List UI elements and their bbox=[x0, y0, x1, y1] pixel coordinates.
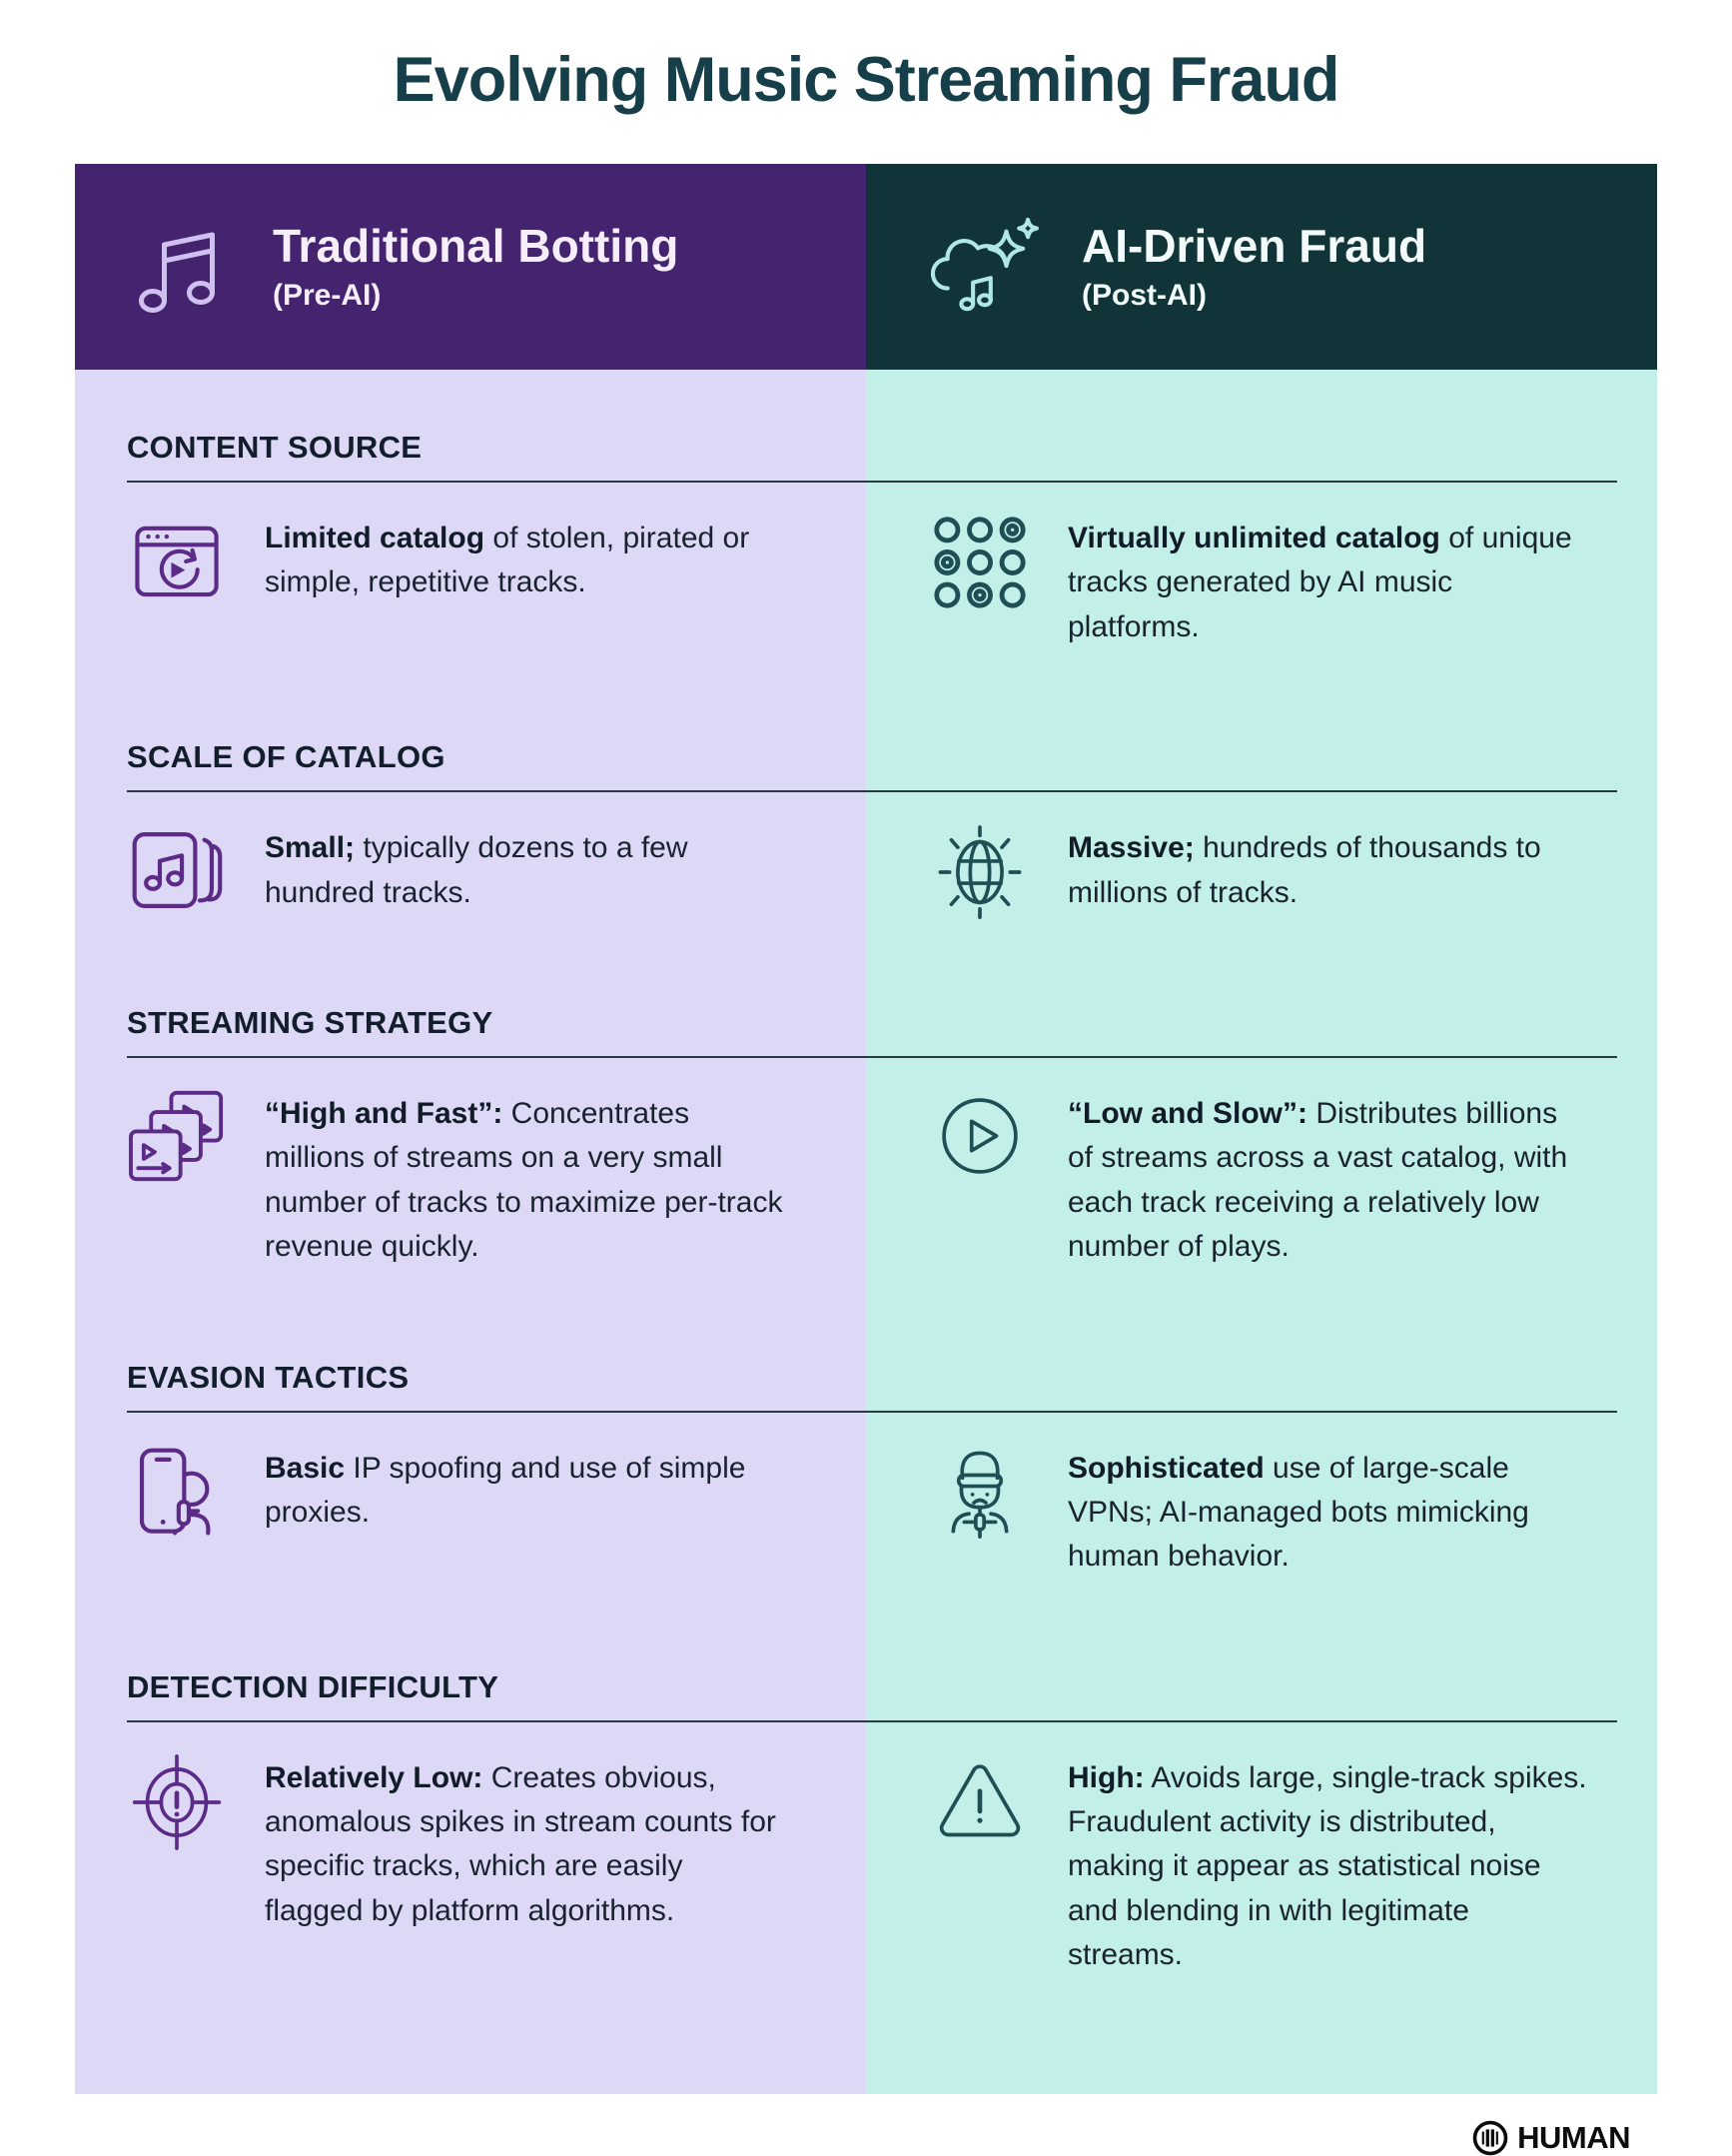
section-heading: EVASION TACTICS bbox=[127, 1360, 1617, 1413]
section-row bbox=[75, 483, 1657, 679]
cell-description bbox=[1068, 826, 1587, 915]
lead-text: “High and Fast”: bbox=[265, 1096, 503, 1130]
rest-text: Avoids large, single-track spikes. Fraudulent activity is distributed, making it appear as statistical noise and blending in with legitimate streams. bbox=[1068, 1760, 1587, 1972]
lead-text: Relatively Low: bbox=[265, 1760, 483, 1794]
cell-ai bbox=[866, 792, 1657, 945]
rest-text: of unique tracks generated by AI music platforms. bbox=[1068, 522, 1572, 643]
ai-cloud-sparkle-icon bbox=[922, 216, 1040, 318]
cell-description bbox=[265, 1092, 784, 1270]
music-note-icon bbox=[131, 217, 231, 317]
cell-ai bbox=[866, 483, 1657, 679]
cell-description bbox=[265, 1447, 784, 1536]
column-header-text bbox=[1082, 221, 1426, 313]
fraudster-icon bbox=[930, 1443, 1030, 1541]
section-heading: SCALE OF CATALOG bbox=[127, 739, 1617, 792]
circles-grid-icon bbox=[930, 513, 1030, 610]
section-content-source bbox=[75, 430, 1657, 679]
warning-triangle-icon bbox=[930, 1752, 1030, 1846]
cell-traditional bbox=[75, 483, 866, 679]
lead-text: “Low and Slow”: bbox=[1068, 1096, 1307, 1130]
target-alert-icon bbox=[127, 1752, 227, 1850]
stacked-tracks-icon bbox=[127, 822, 227, 916]
section-scale-of-catalog bbox=[75, 739, 1657, 945]
lead-text: Limited catalog bbox=[265, 522, 485, 554]
section-heading: DETECTION DIFFICULTY bbox=[127, 1669, 1617, 1722]
section-row bbox=[75, 792, 1657, 945]
lead-text: Small; bbox=[265, 831, 356, 865]
cell-description bbox=[265, 517, 784, 605]
column-subtitle: (Pre-AI) bbox=[273, 278, 382, 312]
section-heading: CONTENT SOURCE bbox=[127, 430, 1617, 483]
lead-text: Virtually unlimited catalog bbox=[1068, 522, 1440, 554]
brand-name: HUMAN bbox=[1517, 2119, 1630, 2155]
section-heading: STREAMING STRATEGY bbox=[127, 1005, 1617, 1058]
play-circle-icon bbox=[930, 1088, 1030, 1182]
cell-description bbox=[1068, 517, 1587, 649]
page-title: Evolving Music Streaming Fraud bbox=[393, 45, 1339, 115]
column-title: AI-Driven Fraud bbox=[1082, 220, 1427, 273]
column-title: Traditional Botting bbox=[273, 220, 679, 273]
rest-text: Creates obvious, anomalous spikes in stream counts for specific tracks, which are easily flagged by platform algorithms. bbox=[265, 1760, 776, 1927]
cell-description bbox=[265, 826, 784, 915]
cell-traditional bbox=[75, 792, 866, 945]
rest-text: IP spoofing and use of simple proxies. bbox=[265, 1451, 746, 1529]
section-row bbox=[75, 1413, 1657, 1610]
cell-description bbox=[1068, 1756, 1587, 1978]
lead-text: Basic bbox=[265, 1451, 346, 1485]
cell-description bbox=[1068, 1447, 1587, 1580]
cell-ai bbox=[866, 1058, 1657, 1300]
section-evasion-tactics bbox=[75, 1360, 1657, 1610]
globe-network-icon bbox=[930, 822, 1030, 920]
column-header-text bbox=[273, 221, 678, 313]
cell-ai bbox=[866, 1722, 1657, 2008]
phone-mask-icon bbox=[127, 1443, 227, 1541]
rest-text: Distributes billions of streams across a vast catalog, with each track receiving a relatively low number of plays. bbox=[1068, 1096, 1568, 1264]
rest-text: Concentrates millions of streams on a very small number of tracks to maximize per-track revenue quickly. bbox=[265, 1096, 783, 1264]
lead-text: Massive; bbox=[1068, 831, 1195, 865]
column-header-ai bbox=[866, 164, 1657, 370]
cell-traditional bbox=[75, 1413, 866, 1610]
cell-description bbox=[1068, 1092, 1587, 1270]
section-row bbox=[75, 1058, 1657, 1300]
section-streaming-strategy bbox=[75, 1005, 1657, 1300]
rest-text: use of large-scale VPNs; AI-managed bots mimicking human behavior. bbox=[1068, 1451, 1529, 1574]
column-subtitle: (Post-AI) bbox=[1082, 278, 1207, 312]
stacked-players-icon bbox=[127, 1088, 227, 1182]
rest-text: of stolen, pirated or simple, repetitive tracks. bbox=[265, 522, 750, 599]
cell-traditional bbox=[75, 1058, 866, 1300]
column-header-traditional bbox=[75, 164, 866, 370]
rest-text: typically dozens to a few hundred tracks. bbox=[265, 831, 688, 909]
cell-description bbox=[265, 1756, 784, 1934]
lead-text: Sophisticated bbox=[1068, 1451, 1265, 1485]
lead-text: High: bbox=[1068, 1760, 1145, 1794]
human-logo-icon bbox=[1472, 2120, 1508, 2156]
section-row bbox=[75, 1722, 1657, 2008]
cell-ai bbox=[866, 1413, 1657, 1610]
header-band bbox=[75, 164, 1657, 370]
browser-replay-icon bbox=[127, 513, 227, 606]
rest-text: hundreds of thousands to millions of tracks. bbox=[1068, 831, 1541, 909]
footer bbox=[0, 2120, 1732, 2156]
comparison-card bbox=[75, 164, 1657, 2094]
cell-traditional bbox=[75, 1722, 866, 2008]
section-detection-difficulty bbox=[75, 1669, 1657, 2008]
